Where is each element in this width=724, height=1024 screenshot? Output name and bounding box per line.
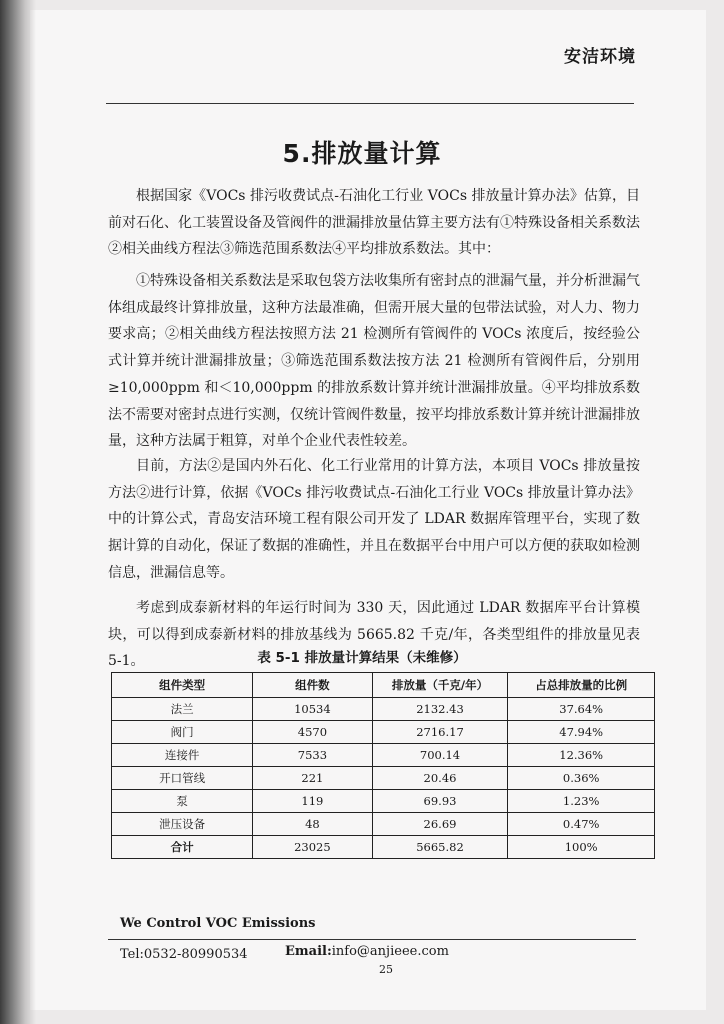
cell-component-count: 221 xyxy=(253,767,372,790)
footer-slogan: We Control VOC Emissions xyxy=(120,916,316,931)
cell-component-type: 法兰 xyxy=(112,698,253,721)
cell-emission: 69.93 xyxy=(372,790,508,813)
paragraph-text: 目前，方法②是国内外石化、化工行业常用的计算方法，本项目 VOCs 排放量按方法②进行计算，依据《VOCs 排污收费试点-石油化工行业 VOCs 排放量计算办法》中的计算公式，青岛安洁环境工程有限公司开发了 LDAR 数据库管理平台，实现了数据计算的自动化，保证了数据的准确性，并且在数据平台中用户可以方便的获取如检测信息，泄漏信息等。 xyxy=(108,458,640,581)
cell-component-count: 48 xyxy=(253,813,372,836)
emission-results-table xyxy=(111,672,655,859)
cell-component-type: 连接件 xyxy=(112,744,253,767)
email-label: Email: xyxy=(285,944,332,959)
table-row xyxy=(112,813,655,836)
table-total-row xyxy=(112,836,655,859)
paragraph-methods xyxy=(108,268,640,455)
cell-component-type: 泵 xyxy=(112,790,253,813)
cell-component-count: 23025 xyxy=(253,836,372,859)
page-number: 25 xyxy=(379,963,393,976)
cell-share: 1.23% xyxy=(508,790,655,813)
table-row xyxy=(112,767,655,790)
header-brand: 安洁环境 xyxy=(564,47,636,67)
cell-share: 47.94% xyxy=(508,721,655,744)
email-address: info@anjieee.com xyxy=(331,944,449,959)
column-header-share: 占总排放量的比例 xyxy=(508,673,655,698)
cell-share: 37.64% xyxy=(508,698,655,721)
column-header-component-count: 组件数 xyxy=(253,673,372,698)
table-caption: 表 5-1 排放量计算结果（未维修） xyxy=(257,650,467,666)
paragraph-text: ①特殊设备相关系数法是采取包袋方法收集所有密封点的泄漏气量，并分析泄漏气体组成最终计算排放量，这种方法最准确，但需开展大量的包带法试验，对人力、物力要求高；②相关曲线方程法按照方法 21 检测所有管阀件的 VOCs 浓度后，按经验公式计算并统计泄漏排放量；③筛选范围系数法按方法 21 检测所有管阀件后，分别用≥10,000ppm 和＜10,000ppm 的排放系数计算并统计泄漏排放量。④平均排放系数法不需要对密封点进行实测，仅统计管阀件数量，按平均排放系数计算并统计泄漏排放量，这种方法属于粗算，对单个企业代表性较差。 xyxy=(108,273,640,450)
paragraph-text: 考虑到成泰新材料的年运行时间为 330 天，因此通过 LDAR 数据库平台计算模块，可以得到成泰新材料的排放基线为 5665.82 千克/年，各类型组件的排放量见表 5-1。 xyxy=(108,600,640,670)
paragraph-intro xyxy=(108,183,640,263)
section-title: 5.排放量计算 xyxy=(282,139,442,168)
table-row xyxy=(112,721,655,744)
cell-emission: 700.14 xyxy=(372,744,508,767)
table-row xyxy=(112,698,655,721)
cell-component-type: 阀门 xyxy=(112,721,253,744)
table-row xyxy=(112,790,655,813)
cell-component-type: 合计 xyxy=(112,836,253,859)
cell-emission: 26.69 xyxy=(372,813,508,836)
paragraph-text: 根据国家《VOCs 排污收费试点-石油化工行业 VOCs 排放量计算办法》估算，目前对石化、化工装置设备及管阀件的泄漏排放量估算主要方法有①特殊设备相关系数法②相关曲线方程法③筛选范围系数法④平均排放系数法。其中： xyxy=(108,188,640,258)
cell-emission: 5665.82 xyxy=(372,836,508,859)
cell-component-count: 10534 xyxy=(253,698,372,721)
cell-emission: 20.46 xyxy=(372,767,508,790)
cell-component-type: 泄压设备 xyxy=(112,813,253,836)
cell-share: 12.36% xyxy=(508,744,655,767)
cell-share: 0.36% xyxy=(508,767,655,790)
cell-share: 100% xyxy=(508,836,655,859)
column-header-component-type: 组件类型 xyxy=(112,673,253,698)
footer-divider xyxy=(108,939,636,940)
cell-emission: 2132.43 xyxy=(372,698,508,721)
table-row xyxy=(112,744,655,767)
cell-component-count: 7533 xyxy=(253,744,372,767)
cell-component-type: 开口管线 xyxy=(112,767,253,790)
footer-telephone: Tel:0532-80990534 xyxy=(120,947,248,962)
cell-share: 0.47% xyxy=(508,813,655,836)
cell-component-count: 4570 xyxy=(253,721,372,744)
table-header-row xyxy=(112,673,655,698)
footer-email xyxy=(285,944,449,959)
column-header-emission: 排放量（千克/年） xyxy=(372,673,508,698)
cell-emission: 2716.17 xyxy=(372,721,508,744)
paragraph-current-method xyxy=(108,453,640,587)
header-divider xyxy=(106,103,634,104)
cell-component-count: 119 xyxy=(253,790,372,813)
